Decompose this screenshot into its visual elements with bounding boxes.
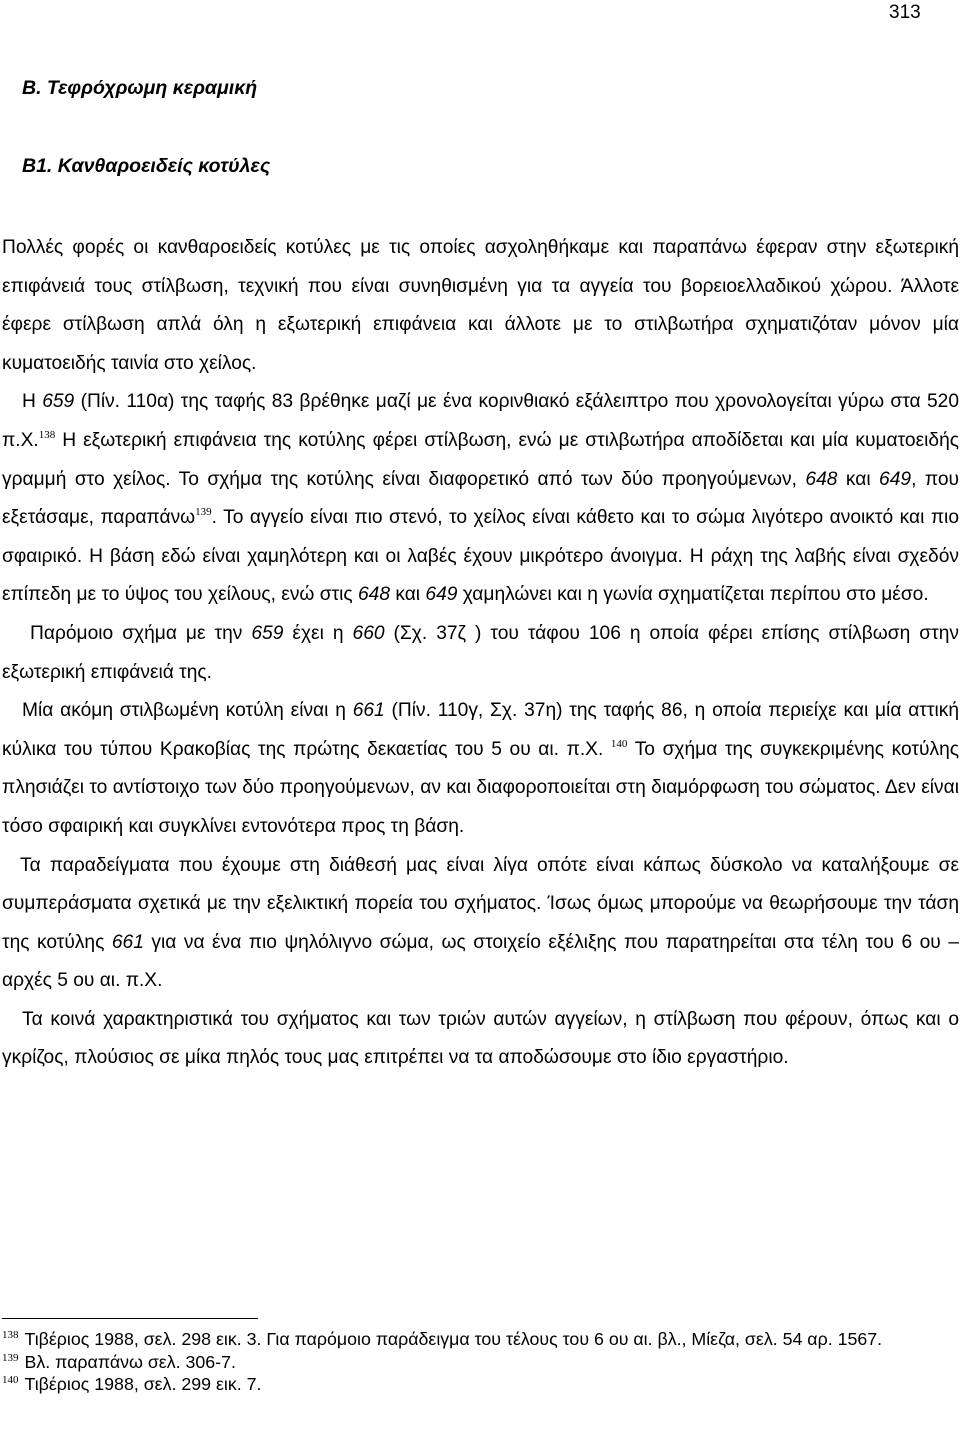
- text-run: Μία ακόμη στιλβωμένη κοτύλη είναι η: [22, 700, 353, 722]
- catalog-number: 659: [251, 622, 284, 644]
- footnote-text: Τιβέριος 1988, σελ. 299 εικ. 7.: [24, 1374, 262, 1394]
- text-run: Η: [22, 391, 43, 413]
- text-run: (Πίν. 110α) της ταφής 83 βρέθηκε μαζί με ένα κορινθιακό εξάλειπτρο που χρονολογείται γύρω στα 520 π.Χ.: [2, 391, 959, 451]
- text-run: Τα κοινά χαρακτηριστικά του σχήματος και των τριών αυτών αγγείων, η στίλβωση που φέρουν, όπως και ο γκρίζος, πλούσιος σε μίκα πηλός τους μας επιτρέπει να τα αποδώσουμε στο ίδιο εργαστήριο.: [2, 1008, 959, 1069]
- catalog-number: 649: [879, 468, 912, 490]
- catalog-number: 659: [42, 391, 75, 413]
- footnote-text: Τιβέριος 1988, σελ. 298 εικ. 3. Για παρόμοιο παράδειγμα του τέλους του 6 ου αι. βλ., Μίεζα, σελ. 54 αρ. 1567.: [24, 1329, 883, 1349]
- paragraph: [2, 383, 959, 615]
- footnote-number: 139: [2, 1351, 19, 1364]
- text-run: Παρόμοιο σχήμα με την: [30, 622, 252, 644]
- paragraph: [2, 615, 959, 692]
- footnote-reference[interactable]: 138: [38, 428, 56, 441]
- catalog-number: 661: [111, 931, 144, 953]
- text-run: (Σχ. 37ζ ) του τάφου 106 η οποία φέρει επίσης στίλβωση στην εξωτερική επιφάνειά της.: [2, 622, 959, 683]
- paragraph: [2, 692, 959, 846]
- paragraph: [2, 229, 959, 383]
- catalog-number: 661: [352, 700, 385, 722]
- text-run: . Το αγγείο είναι πιο στενό, το χείλος είναι κάθετο και το σώμα λιγότερο ανοικτό και πιο σφαιρικό. Η βάση εδώ είναι χαμηλότερη και οι λαβές έχουν μικρότερο άνοιγμα. Η ράχη της λαβής είναι σχεδόν επίπεδη με το ύψος του χείλους, ενώ στις: [2, 507, 959, 606]
- footnote-separator: [2, 1318, 258, 1319]
- body-text: [2, 229, 959, 1078]
- section-heading: B. Τεφρόχρωμη κεραμική: [22, 77, 258, 99]
- footnote-text: Βλ. παραπάνω σελ. 306-7.: [24, 1351, 236, 1372]
- footnote-number: 140: [2, 1374, 19, 1386]
- footnote: [2, 1351, 952, 1374]
- text-run: , που εξετάσαμε, παραπάνω: [2, 468, 959, 529]
- text-run: (Πίν. 110γ, Σχ. 37η) της ταφής 86, η οποία περιείχε και μία αττική κύλικα του τύπου Κρακοβίας της πρώτης δεκαετίας του 5 ου αι. π.Χ.: [2, 700, 959, 760]
- text-run: χαμηλώνει και η γωνία σχηματίζεται περίπου στο μέσο.: [457, 584, 929, 606]
- footnote: [2, 1373, 952, 1396]
- footnotes: [2, 1328, 952, 1396]
- paragraph: [2, 1001, 959, 1078]
- catalog-number: 648: [358, 584, 391, 606]
- paragraph: [2, 847, 959, 1001]
- text-run: και: [837, 468, 880, 490]
- footnote-reference[interactable]: 139: [195, 506, 212, 519]
- page-number: 313: [889, 2, 921, 23]
- text-run: για να ένα πιο ψηλόλιγνο σώμα, ως στοιχείο εξέλιξης που παρατηρείται στα τέλη του 6 ου – αρχές 5 ου αι. π.Χ.: [2, 931, 959, 992]
- text-run: Το σχήμα της συγκεκριμένης κοτύλης πλησιάζει το αντίστοιχο των δύο προηγούμενων, αν και διαφοροποιείται στη διαμόρφωση του σώματος. Δεν είναι τόσο σφαιρική και συγκλίνει εντονότερα προς τη βάση.: [2, 738, 959, 837]
- text-run: Τα παραδείγματα που έχουμε στη διάθεσή μας είναι λίγα οπότε είναι κάπως δύσκολο να καταλήξουμε σε συμπεράσματα σχετικά με την εξελικτική πορεία του σχήματος. Ίσως όμως μπορούμε να θεωρήσουμε την τάση της κοτύλης: [2, 854, 959, 953]
- footnote-reference[interactable]: 140: [610, 737, 628, 750]
- text-run: έχει η: [283, 622, 353, 644]
- subsection-heading: B1. Κανθαροειδείς κοτύλες: [22, 155, 271, 177]
- text-run: Η εξωτερική επιφάνεια της κοτύλης φέρει στίλβωση, ενώ με στιλβωτήρα αποδίδεται και μία κυματοειδής γραμμή στο χείλος. Το σχήμα της κοτύλης είναι διαφορετικό από των δύο προηγούμενων,: [2, 429, 959, 490]
- footnote: [2, 1328, 952, 1351]
- text-run: Πολλές φορές οι κανθαροειδείς κοτύλες με τις οποίες ασχοληθήκαμε και παραπάνω έφεραν στην εξωτερική επιφάνειά τους στίλβωση, τεχνική που είναι συνηθισμένη για τα αγγεία του βορειοελλαδικού χώρου. Άλλοτε έφερε στίλβωση απλά όλη η εξωτερική επιφάνεια και άλλοτε με το στιλβωτήρα σχηματιζόταν μόνον μία κυματοειδής ταινία στο χείλος.: [2, 237, 959, 374]
- catalog-number: 649: [425, 584, 458, 606]
- catalog-number: 648: [805, 468, 838, 490]
- text-run: και: [390, 584, 426, 606]
- footnote-number: 138: [2, 1329, 19, 1341]
- catalog-number: 660: [352, 622, 385, 644]
